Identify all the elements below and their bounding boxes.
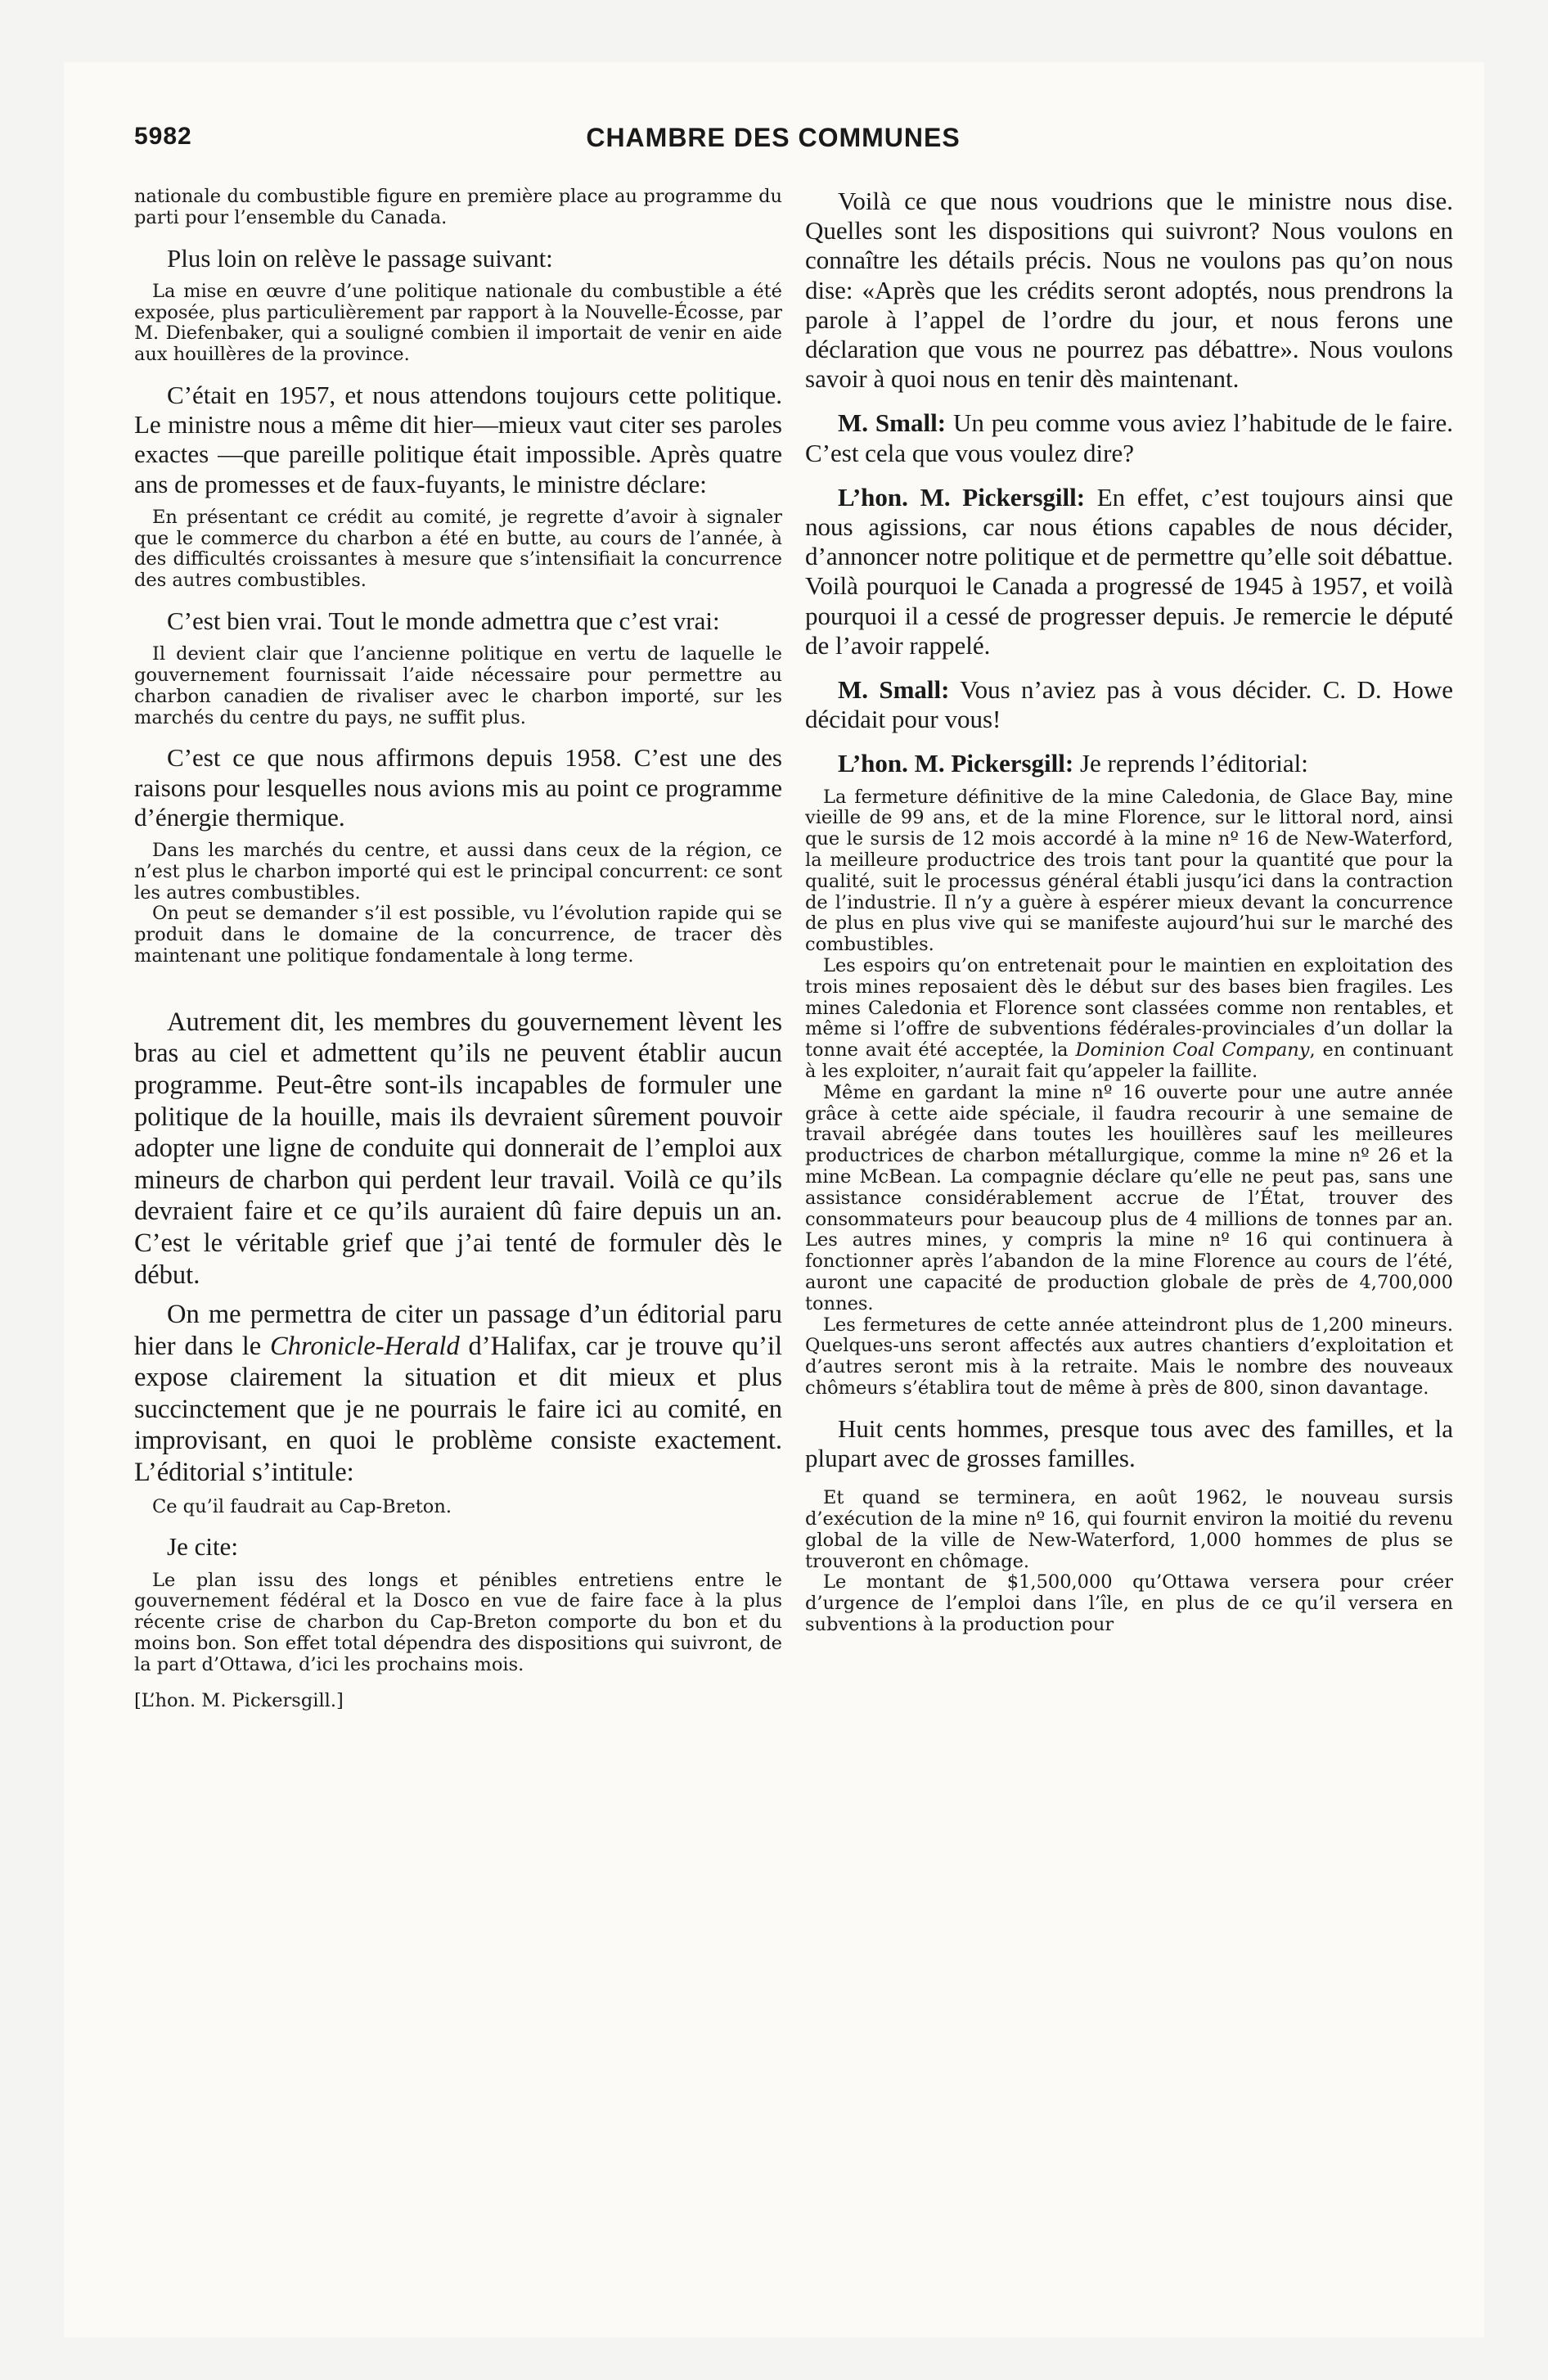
- quote-paragraph: Dans les marchés du centre, et aussi dans ceux de la région, ce n’est plus le charbon importé qui est le principal concurrent: ce sont les autres combustibles.: [134, 839, 782, 904]
- speaker-footer: [L’hon. M. Pickersgill.]: [134, 1689, 344, 1711]
- body-paragraph: C’était en 1957, et nous attendons toujours cette politique. Le ministre nous a même dit hier—mieux vaut citer ses paroles exactes —que pareille politique était impossible. Après quatre ans de promesses et de faux-fuyants, le ministre déclare:: [134, 380, 782, 498]
- speech-paragraph: L’hon. M. Pickersgill: En effet, c’est toujours ainsi que nous agissions, car nous étions capables de nous décider, d’annoncer notre politique et de permettre qu’elle soit débattue. Voilà pourquoi le Canada a progressé de 1945 à 1957, et voilà pourquoi il a cessé de progresser depuis. Je remercie le député de l’avoir rappelé.: [805, 482, 1453, 660]
- speaker-name: M. Small:: [838, 408, 947, 438]
- document-page: [64, 62, 1484, 2337]
- quote-paragraph: Les espoirs qu’on entretenait pour le maintien en exploitation des trois mines reposaient dès le début sur des bases bien fragiles. Les mines Caledonia et Florence sont classées comme non rentables, et même si l’offre de subventions fédérales-provinciales d’un dollar la tonne avait été acceptée, la Dominion Coal Company, en continuant à les exploiter, n’aurait fait qu’appeler la faillite.: [805, 955, 1453, 1083]
- body-paragraph: C’est ce que nous affirmons depuis 1958. C’est une des raisons pour lesquelles nous avions mis au point ce programme d’énergie thermique.: [134, 743, 782, 832]
- body-paragraph: C’est bien vrai. Tout le monde admettra que c’est vrai:: [167, 606, 720, 635]
- quote-paragraph: Les fermetures de cette année atteindront plus de 1,200 mineurs. Quelques-uns seront affectés aux autres chantiers d’exploitation et d’autres seront mis à la retraite. Mais le nombre des nouveaux chômeurs s’établira tout de même à près de 800, sinon davantage.: [805, 1314, 1453, 1399]
- quote-paragraph: Même en gardant la mine nº 16 ouverte pour une autre année grâce à cette aide spéciale, il faudra recourir à une semaine de travail abrégée dans toutes les houillères sauf les meilleures productrices de charbon métallurgique, comme la mine nº 26 et la mine McBean. La compagnie déclare qu’elle ne peut pas, sans une assistance considérablement accrue de l’État, trouver des consommateurs pour beaucoup plus de 4 millions de tonnes par an. Les autres mines, y compris la mine nº 16 qui continuera à fonctionner après l’abandon de la mine Florence au cours de l’été, auront une capacité de production globale de près de 4,700,000 tonnes.: [805, 1081, 1453, 1314]
- page-number: 5982: [134, 123, 192, 150]
- body-paragraph: On me permettra de citer un passage d’un éditorial paru hier dans le Chronicle-Herald d’Halifax, car je trouve qu’il expose clairement la situation et dit mieux et plus succinctement que je ne pourrais le faire ici au comité, en improvisant, en quoi le problème consiste exactement. L’éditorial s’intitule:: [134, 1300, 782, 1488]
- speaker-name: M. Small:: [838, 675, 950, 705]
- newspaper-name: Chronicle-Herald: [270, 1331, 460, 1361]
- page-header: [134, 123, 1412, 165]
- company-name: Dominion Coal Company: [1075, 1039, 1310, 1062]
- body-paragraph: Voilà ce que nous voudrions que le ministre nous dise. Quelles sont les dispositions qui suivront? Nous voulons en connaître les détails précis. Nous ne voulons pas qu’on nous dise: «Après que les crédits seront adoptés, nous prendrons la parole à l’appel de l’ordre du jour, et nous ferons une déclaration que vous ne pourrez pas débattre». Nous voulons savoir à quoi nous en tenir dès maintenant.: [805, 187, 1453, 394]
- quote-paragraph: On peut se demander s’il est possible, vu l’évolution rapide qui se produit dans le domaine de la concurrence, de tracer dès maintenant une politique fondamentale à long terme.: [134, 903, 782, 967]
- body-paragraph: Je cite:: [167, 1532, 238, 1562]
- running-title: CHAMBRE DES COMMUNES: [586, 123, 961, 152]
- quote-paragraph: Il devient clair que l’ancienne politique en vertu de laquelle le gouvernement fournissait l’aide nécessaire pour permettre au charbon canadien de rivaliser avec le charbon importé, sur les marchés du centre du pays, ne suffit plus.: [134, 643, 782, 728]
- quote-paragraph: La mise en œuvre d’une politique nationale du combustible a été exposée, plus particulièrement par rapport à la Nouvelle-Écosse, par M. Diefenbaker, qui a souligné combien il importait de venir en aide aux houillères de la province.: [134, 280, 782, 366]
- quote-paragraph: En présentant ce crédit au comité, je regrette d’avoir à signaler que le commerce du charbon a été en butte, au cours de l’année, à des difficultés croissantes à mesure que s’intensifiait la concurrence des autres combustibles.: [134, 506, 782, 592]
- speech-paragraph: M. Small: Vous n’aviez pas à vous décider. C. D. Howe décidait pour vous!: [805, 675, 1453, 734]
- body-paragraph: Huit cents hommes, presque tous avec des familles, et la plupart avec de grosses familles.: [805, 1413, 1453, 1472]
- quote-paragraph: La fermeture définitive de la mine Caledonia, de Glace Bay, mine vieille de 99 ans, et de la mine Florence, sur le littoral nord, ainsi que le sursis de 12 mois accordé à la mine nº 16 de New-Waterford, la meilleure productrice des trois tant pour la quantité que pour la qualité, suit le processus général établi jusqu’ici dans la contraction de l’industrie. Il n’y a guère à espérer mieux devant la concurrence de plus en plus vive qui se manifeste aujourd’hui sur le marché des combustibles.: [805, 786, 1453, 956]
- quote-paragraph: Et quand se terminera, en août 1962, le nouveau sursis d’exécution de la mine nº 16, qui fournit environ la moitié du revenu global de la ville de New-Waterford, 1,000 hommes de plus se trouveront en chômage.: [805, 1487, 1453, 1572]
- left-column: [134, 187, 782, 1711]
- body-paragraph: Plus loin on relève le passage suivant:: [167, 243, 553, 273]
- body-paragraph: Autrement dit, les membres du gouvernement lèvent les bras au ciel et admettent qu’ils ne peuvent établir aucun programme. Peut-être sont-ils incapables de formuler une politique de la houille, mais ils devraient sûrement pouvoir adopter une ligne de conduite qui donnerait de l’emploi aux mineurs de charbon qui perdent leur travail. Voilà ce qu’ils devraient faire et ce qu’ils auraient dû faire depuis un an. C’est le véritable grief que j’ai tenté de formuler dès le début.: [134, 1007, 782, 1290]
- quote-title: Ce qu’il faudrait au Cap-Breton.: [152, 1495, 452, 1517]
- quote-paragraph: Le plan issu des longs et pénibles entretiens entre le gouvernement fédéral et la Dosco en vue de faire face à la plus récente crise de charbon du Cap-Breton comporte du bon et du moins bon. Son effet total dépendra des dispositions qui suivront, de la part d’Ottawa, d’ici les prochains mois.: [134, 1569, 782, 1675]
- speaker-name: L’hon. M. Pickersgill:: [838, 749, 1074, 778]
- speaker-name: L’hon. M. Pickersgill:: [838, 482, 1086, 512]
- quote-paragraph: Le montant de $1,500,000 qu’Ottawa versera pour créer d’urgence de l’emploi dans l’île, en plus de ce qu’il versera en subventions à la production pour: [805, 1571, 1453, 1635]
- speech-paragraph: M. Small: Un peu comme vous aviez l’habitude de le faire. C’est cela que vous voulez dire?: [805, 408, 1454, 467]
- speech-paragraph: L’hon. M. Pickersgill: Je reprends l’éditorial:: [838, 749, 1308, 778]
- quote-paragraph: nationale du combustible figure en première place au programme du parti pour l’ensemble du Canada.: [134, 186, 782, 228]
- right-column: [805, 187, 1453, 1636]
